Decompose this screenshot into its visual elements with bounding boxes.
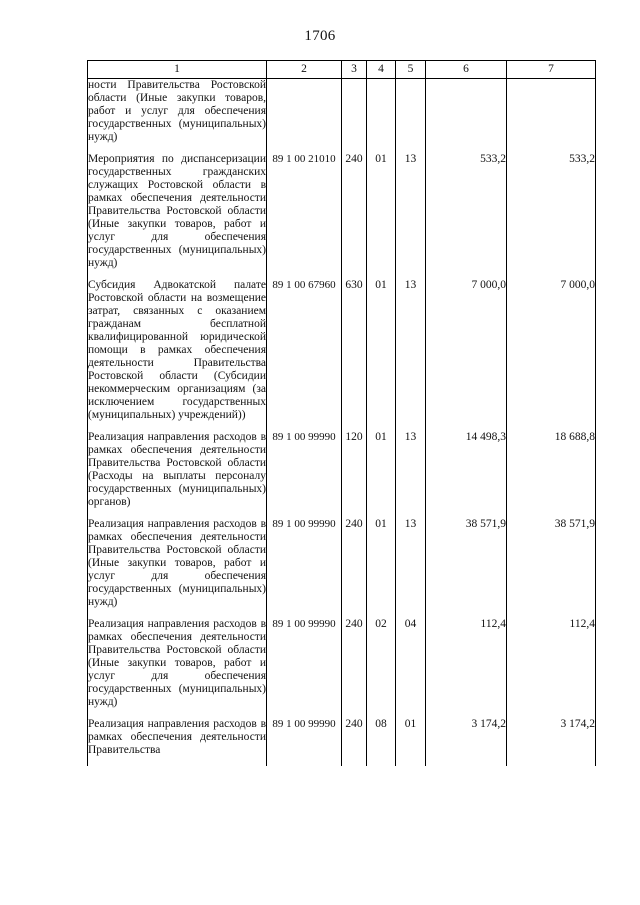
row-subsection — [396, 79, 426, 154]
table-header-row — [88, 61, 596, 79]
row-amount-year1: 533,2 — [426, 153, 507, 279]
row-amount-year1: 112,4 — [426, 618, 507, 718]
page-number: 1706 — [304, 28, 336, 44]
row-subsection: 13 — [396, 431, 426, 518]
row-target-code: 89 1 00 99990 — [267, 618, 342, 718]
row-subsection: 01 — [396, 718, 426, 766]
row-target-code — [267, 79, 342, 154]
table-row — [88, 153, 596, 279]
row-section: 01 — [367, 431, 396, 518]
row-subsection: 13 — [396, 153, 426, 279]
row-expense-type: 240 — [342, 718, 367, 766]
row-description: Мероприятия по диспансеризации государственных гражданских служащих Ростовской области в рамках обеспечения деятельности Правительства Ростовской области (Иные закупки товаров, работ и услуг для обеспечения государственных (муниципальных) нужд) — [88, 153, 267, 279]
row-description: Реализация направления расходов в рамках обеспечения деятельности Правительства — [88, 718, 267, 766]
row-section: 01 — [367, 518, 396, 618]
column-header-rz: 4 — [367, 61, 396, 79]
table-row — [88, 279, 596, 431]
row-amount-year1: 7 000,0 — [426, 279, 507, 431]
row-expense-type: 120 — [342, 431, 367, 518]
row-amount-year2: 533,2 — [507, 153, 596, 279]
row-description: Субсидия Адвокатской палате Ростовской области на возмещение затрат, связанных с оказанием гражданам бесплатной квалифицированной юридической помощи в рамках обеспечения деятельности Правительства Ростовской области (Субсидии некоммерческим организациям (за исключением государственных (муниципальных) учреждений)) — [88, 279, 267, 431]
row-description: Реализация направления расходов в рамках обеспечения деятельности Правительства Ростовской области (Иные закупки товаров, работ и услуг для обеспечения государственных (муниципальных) нужд) — [88, 618, 267, 718]
row-subsection: 13 — [396, 279, 426, 431]
row-expense-type: 240 — [342, 518, 367, 618]
row-target-code: 89 1 00 21010 — [267, 153, 342, 279]
column-header-vr: 3 — [342, 61, 367, 79]
row-amount-year2: 38 571,9 — [507, 518, 596, 618]
row-section: 08 — [367, 718, 396, 766]
budget-table — [87, 60, 596, 766]
row-subsection: 13 — [396, 518, 426, 618]
column-header-sum-year1: 6 — [426, 61, 507, 79]
row-expense-type: 240 — [342, 618, 367, 718]
row-subsection: 04 — [396, 618, 426, 718]
column-header-code: 2 — [267, 61, 342, 79]
table-row — [88, 431, 596, 518]
row-expense-type: 630 — [342, 279, 367, 431]
row-target-code: 89 1 00 99990 — [267, 718, 342, 766]
row-amount-year1 — [426, 79, 507, 154]
column-header-name: 1 — [88, 61, 267, 79]
table-row — [88, 618, 596, 718]
row-description: Реализация направления расходов в рамках обеспечения деятельности Правительства Ростовской области (Иные закупки товаров, работ и услуг для обеспечения государственных (муниципальных) нужд) — [88, 518, 267, 618]
row-section — [367, 79, 396, 154]
row-amount-year2: 7 000,0 — [507, 279, 596, 431]
row-description: Реализация направления расходов в рамках обеспечения деятельности Правительства Ростовской области (Расходы на выплаты персоналу государственных (муниципальных) органов) — [88, 431, 267, 518]
column-header-sum-year2: 7 — [507, 61, 596, 79]
row-amount-year2: 112,4 — [507, 618, 596, 718]
row-target-code: 89 1 00 99990 — [267, 431, 342, 518]
table-row — [88, 79, 596, 154]
row-description: ности Правительства Ростовской области (Иные закупки товаров, работ и услуг для обеспечения государственных (муниципальных) нужд) — [88, 79, 267, 154]
table-row — [88, 518, 596, 618]
row-amount-year1: 14 498,3 — [426, 431, 507, 518]
row-amount-year1: 3 174,2 — [426, 718, 507, 766]
row-expense-type — [342, 79, 367, 154]
row-target-code: 89 1 00 67960 — [267, 279, 342, 431]
column-header-pr: 5 — [396, 61, 426, 79]
row-target-code: 89 1 00 99990 — [267, 518, 342, 618]
row-amount-year2 — [507, 79, 596, 154]
row-section: 02 — [367, 618, 396, 718]
row-section: 01 — [367, 279, 396, 431]
row-amount-year1: 38 571,9 — [426, 518, 507, 618]
row-amount-year2: 3 174,2 — [507, 718, 596, 766]
table-row — [88, 718, 596, 766]
row-amount-year2: 18 688,8 — [507, 431, 596, 518]
row-expense-type: 240 — [342, 153, 367, 279]
row-section: 01 — [367, 153, 396, 279]
